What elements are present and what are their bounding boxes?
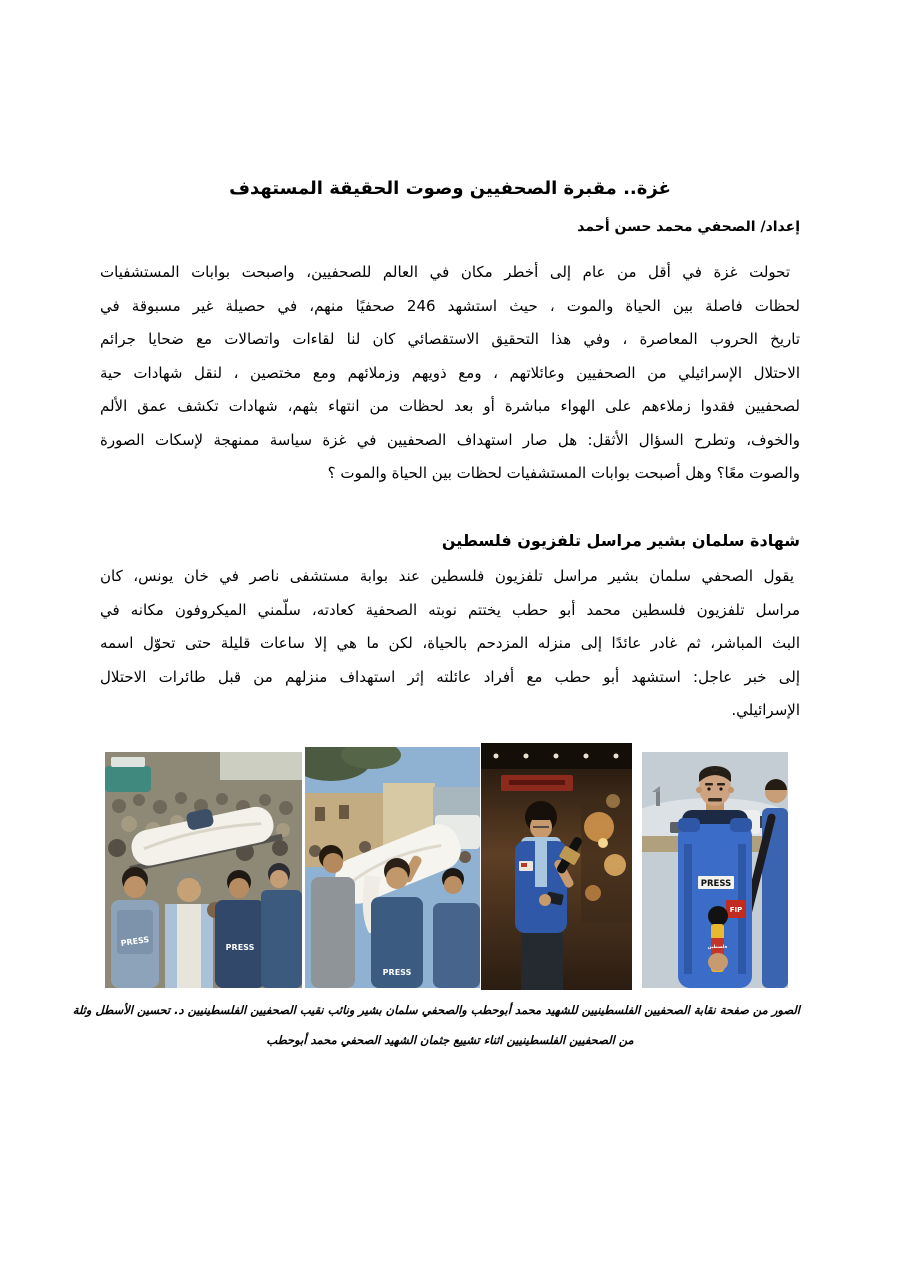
photo-funeral-procession bbox=[105, 752, 302, 988]
text-line: والصوت معًا؟ وهل أصبحت بوابات المستشفيات لحظات بين الحياة والموت ؟ bbox=[327, 464, 800, 482]
mic-flag-label: فلسطين bbox=[707, 945, 728, 950]
article-byline: إعداد/ الصحفي محمد حسن أحمد bbox=[577, 219, 800, 235]
press-vest-label: PRESS bbox=[120, 935, 150, 948]
paragraph-testimony bbox=[100, 560, 800, 728]
text-line: إلى خبر عاجل: استشهد أبو حطب مع أفراد عائلته إثر استهداف منزلهم من قبل طائرات الاحتلال bbox=[100, 667, 800, 686]
caption-line: الصور من صفحة نقابة الصحفيين الفلسطينيين للشهيد محمد أبوحطب والصحفي سلمان بشير ونائب نقيب الصحفيين الفلسطينيين د. تحسين الأسطل وثلة bbox=[72, 1003, 800, 1017]
fip-patch-label: FIP bbox=[729, 906, 743, 914]
text-line: الإسرائيلي. bbox=[731, 701, 800, 719]
section-heading-testimony: شهادة سلمان بشير مراسل تلفزيون فلسطين bbox=[441, 531, 800, 551]
photo-pallbearers-street bbox=[305, 747, 480, 988]
text-line: البث المباشر، ثم غادر عائدًا إلى منزله المزدحم بالحياة، لكن ما هي إلا ساعات قليلة حتى تحوّل اسمه bbox=[100, 634, 800, 652]
text-line: والخوف، وتطرح السؤال الأثقل: هل صار استهداف الصحفيين في غزة سياسة ممنهجة لإسكات الصورة bbox=[100, 430, 800, 449]
text-line: تاريخ الحروب المعاصرة ، وفي هذا التحقيق الاستقصائي كان لنا لقاءات واتصالات مع ضحايا جرائم bbox=[100, 330, 800, 348]
press-vest-label: PRESS bbox=[382, 968, 412, 977]
photo-reporter-market bbox=[481, 743, 632, 990]
press-vest-label: PRESS bbox=[225, 943, 255, 952]
photo-reporter-field bbox=[642, 752, 788, 988]
paragraph-intro bbox=[100, 256, 800, 491]
text-line: لحظات فاصلة بين الحياة والموت ، حيث استشهد 246 صحفيًا منهم، في حصيلة غير مسبوقة في bbox=[100, 296, 800, 315]
text-line: الاحتلال الإسرائيلي من الصحفيين وعائلاتهم ، ومع ذويهم وزملائهم ومع مختصين ، لنقل شهادات حية bbox=[100, 363, 800, 382]
text-line: تحولت غزة في أقل من عام إلى أخطر مكان في العالم للصحفيين، واصبحت بوابات المستشفيات bbox=[100, 263, 790, 281]
text-line: يقول الصحفي سلمان بشير مراسل تلفزيون فلسطين عند بوابة مستشفى ناصر في خان يونس، كان bbox=[100, 567, 794, 585]
photo-caption bbox=[72, 995, 800, 1055]
press-vest-label: PRESS bbox=[700, 879, 732, 889]
caption-line: من الصحفيين الفلسطينيين اثناء تشييع جثمان الشهيد الصحفي محمد أبوحطب bbox=[266, 1033, 634, 1047]
photo-strip bbox=[105, 743, 788, 990]
text-line: مراسل تلفزيون فلسطين محمد أبو حطب يختتم نوبته الصحفية كعادته، سلّمني الميكروفون مكانه في bbox=[100, 600, 800, 619]
text-line: لصحفيين فقدوا زملاءهم على الهواء مباشرة أو بعد لحظات من انتهاء بثهم، شهادات تكشف عمق الألم bbox=[100, 397, 800, 415]
article-title: غزة.. مقبرة الصحفيين وصوت الحقيقة المستهدف bbox=[229, 178, 671, 200]
